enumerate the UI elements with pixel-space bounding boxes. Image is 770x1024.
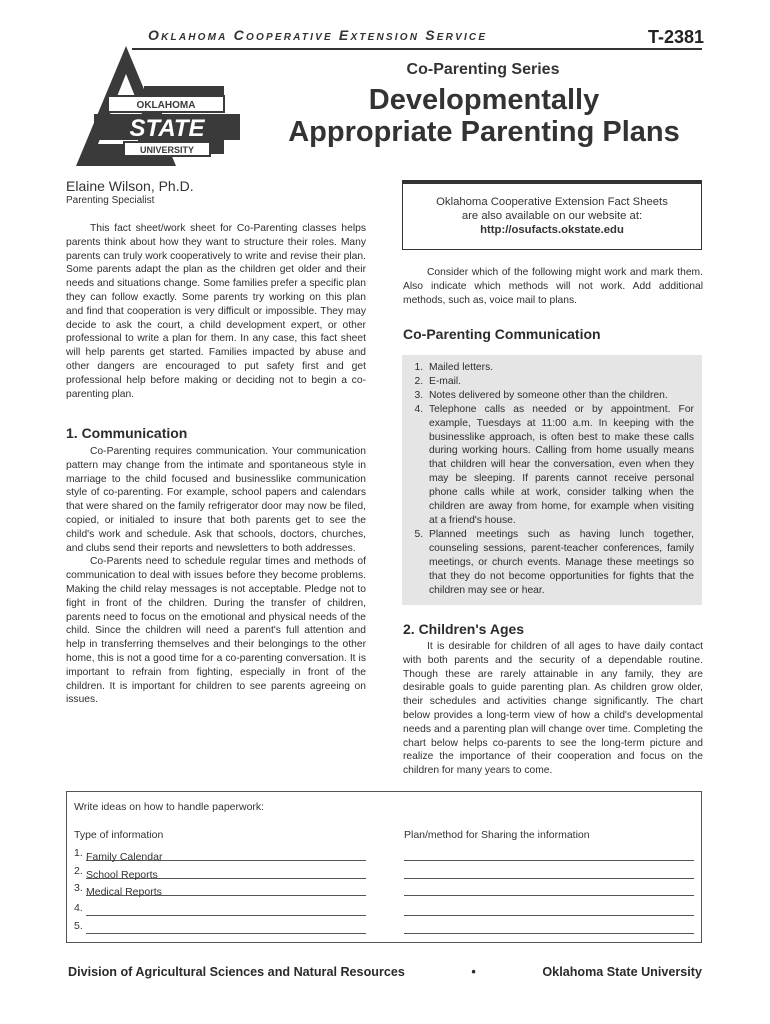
consider-paragraph bbox=[403, 266, 703, 307]
logo-main-text: STATE bbox=[129, 115, 205, 142]
title-line-2: Appropriate Parenting Plans bbox=[288, 116, 680, 148]
worksheet-plan-field[interactable] bbox=[404, 902, 694, 916]
list-item: 5. Planned meetings such as having lunch together, counseling sessions, parent-teacher conferences, family meetings, or church events. Manage these meetings so that they do not become opportunities for fights that the children may see or hear. bbox=[426, 528, 694, 598]
intro-paragraph bbox=[66, 222, 366, 401]
co-parenting-communication-heading: Co-Parenting Communication bbox=[403, 326, 601, 342]
fact-box-line-2: are also available on our website at: bbox=[461, 210, 643, 222]
fact-box-line-1: Oklahoma Cooperative Extension Fact Sheets bbox=[436, 196, 668, 208]
title-line-1: Developmentally bbox=[368, 84, 600, 116]
paperwork-worksheet bbox=[66, 791, 702, 943]
page-footer bbox=[68, 965, 702, 979]
fact-sheet-code: T-2381 bbox=[648, 27, 705, 47]
worksheet-row-number: 3. bbox=[74, 882, 83, 894]
footer-division: Division of Agricultural Sciences and Natural Resources bbox=[68, 965, 405, 979]
author-name: Elaine Wilson, Ph.D. bbox=[66, 178, 194, 194]
worksheet-plan-field[interactable] bbox=[404, 882, 694, 896]
worksheet-row-number: 4. bbox=[74, 902, 83, 914]
footer-bullet: • bbox=[471, 965, 476, 979]
intro-text: This fact sheet/work sheet for Co-Parenting classes helps parents think about how they want to structure their roles. Many parents can truly work cooperatively to write and revise their plan. Some parents adapt the plan as the children get older and their needs and situations change. Some families prefer a specific plan they can follow exactly. Some parents try working on this plan and find that cooperation is very difficult or impossible. They may decide to ask the court, a child development expert, or other professional to write a plan for them. In any case, this fact sheet will help parents get started. Families impacted by abuse and other dangers are encouraged to put safety first and get professional help before making or deciding not to begin a co-parenting plan. bbox=[66, 223, 366, 400]
column-header-plan: Plan/method for Sharing the information bbox=[404, 829, 590, 841]
footer-university: Oklahoma State University bbox=[542, 965, 702, 979]
worksheet-plan-field[interactable] bbox=[404, 847, 694, 861]
communication-paragraph-1: Co-Parenting requires communication. Your communication pattern may change from the intimate and spontaneous style in marriage to the child focused and businesslike communication style of co-parenting. For example, school papers and calendars that were shared on the family refrigerator door may now be filed, copied, or initialed to insure that both parents get to see the child's work and schedule. Ask that schools, doctors, churches, and clubs send their reports and newsletters to both addresses. bbox=[66, 446, 366, 554]
fact-box-top-bar bbox=[402, 180, 702, 184]
column-header-type: Type of information bbox=[74, 829, 164, 841]
childrens-ages-paragraph: It is desirable for children of all ages to have daily contact with both parents and the security of a dependable routine. Though these are rarely attainable in any family, they are desirable goals to guide parenting plan. As children grow older, their schedules and activities change significantly. The chart below provides a long-term view of how a child's developmental needs and a parenting plan will change over time. Completing the chart below helps co-parents to see the long-term picture and realize the importance of their cooperation and focus on the children for many years to come. bbox=[403, 641, 703, 777]
fact-box-url[interactable]: http://osufacts.okstate.edu bbox=[480, 224, 624, 236]
page-title bbox=[266, 84, 702, 148]
list-item: 2. E-mail. bbox=[426, 375, 694, 389]
worksheet-type-field[interactable] bbox=[86, 865, 366, 879]
worksheet-type-field[interactable] bbox=[86, 920, 366, 934]
communication-methods-box bbox=[402, 355, 702, 605]
worksheet-row-number: 1. bbox=[74, 847, 83, 859]
section-childrens-ages-heading: 2. Children's Ages bbox=[403, 621, 525, 637]
worksheet-prompt: Write ideas on how to handle paperwork: bbox=[74, 801, 265, 813]
author-role: Parenting Specialist bbox=[66, 195, 155, 206]
consider-text: Consider which of the following might work and mark them. Also indicate which methods will not work. Add additional methods, such as, voice mail to plans. bbox=[403, 267, 703, 306]
list-item: 4. Telephone calls as needed or by appointment. For example, Tuesdays at 11:00 a.m. In keeping with the businesslike approach, is often best to make these calls during working hours. Calling from home usually means that children will hear the conversation, even when they may be sleeping. If parents cannot receive personal phone calls while at work, consider talking when the children are away from home, for example when visiting at a friend's house. bbox=[426, 403, 694, 528]
worksheet-type-field[interactable] bbox=[86, 882, 366, 896]
logo-top-text: OKLAHOMA bbox=[136, 100, 196, 111]
osu-logo bbox=[64, 44, 264, 174]
extension-service-banner: Oklahoma Cooperative Extension Service bbox=[148, 27, 488, 43]
section-communication-heading: 1. Communication bbox=[66, 425, 188, 441]
section-childrens-ages-body bbox=[403, 640, 703, 778]
series-title: Co-Parenting Series bbox=[406, 61, 560, 78]
worksheet-row-number: 5. bbox=[74, 920, 83, 932]
communication-methods-list bbox=[402, 355, 702, 597]
worksheet-type-field[interactable] bbox=[86, 902, 366, 916]
worksheet-type-value: Medical Reports bbox=[86, 886, 162, 898]
worksheet-row-number: 2. bbox=[74, 865, 83, 877]
list-item: 1. Mailed letters. bbox=[426, 361, 694, 375]
fact-sheet-box bbox=[402, 180, 702, 250]
worksheet-plan-field[interactable] bbox=[404, 865, 694, 879]
worksheet-type-field[interactable] bbox=[86, 847, 366, 861]
list-item: 3. Notes delivered by someone other than the children. bbox=[426, 389, 694, 403]
logo-bottom-text: UNIVERSITY bbox=[139, 145, 195, 155]
worksheet-plan-field[interactable] bbox=[404, 920, 694, 934]
worksheet-type-value: Family Calendar bbox=[86, 851, 163, 863]
communication-paragraph-2: Co-Parents need to schedule regular times and methods of communication to deal with issues before they become problems. Making the child relay messages is not acceptable. Pledge not to fight in front of the children. During the transfer of children, parents need to focus on the emotional and physical needs of the child. Since the children will need a parent's full attention and help in transferring themselves and their belongings to the other home, this is not a good time for a co-parenting conversation. It is important to refrain from fighting, especially in front of the children. It is important for children to see parents agreeing on issues. bbox=[66, 556, 366, 706]
worksheet-type-value: School Reports bbox=[86, 869, 158, 881]
section-communication-body bbox=[66, 445, 366, 707]
